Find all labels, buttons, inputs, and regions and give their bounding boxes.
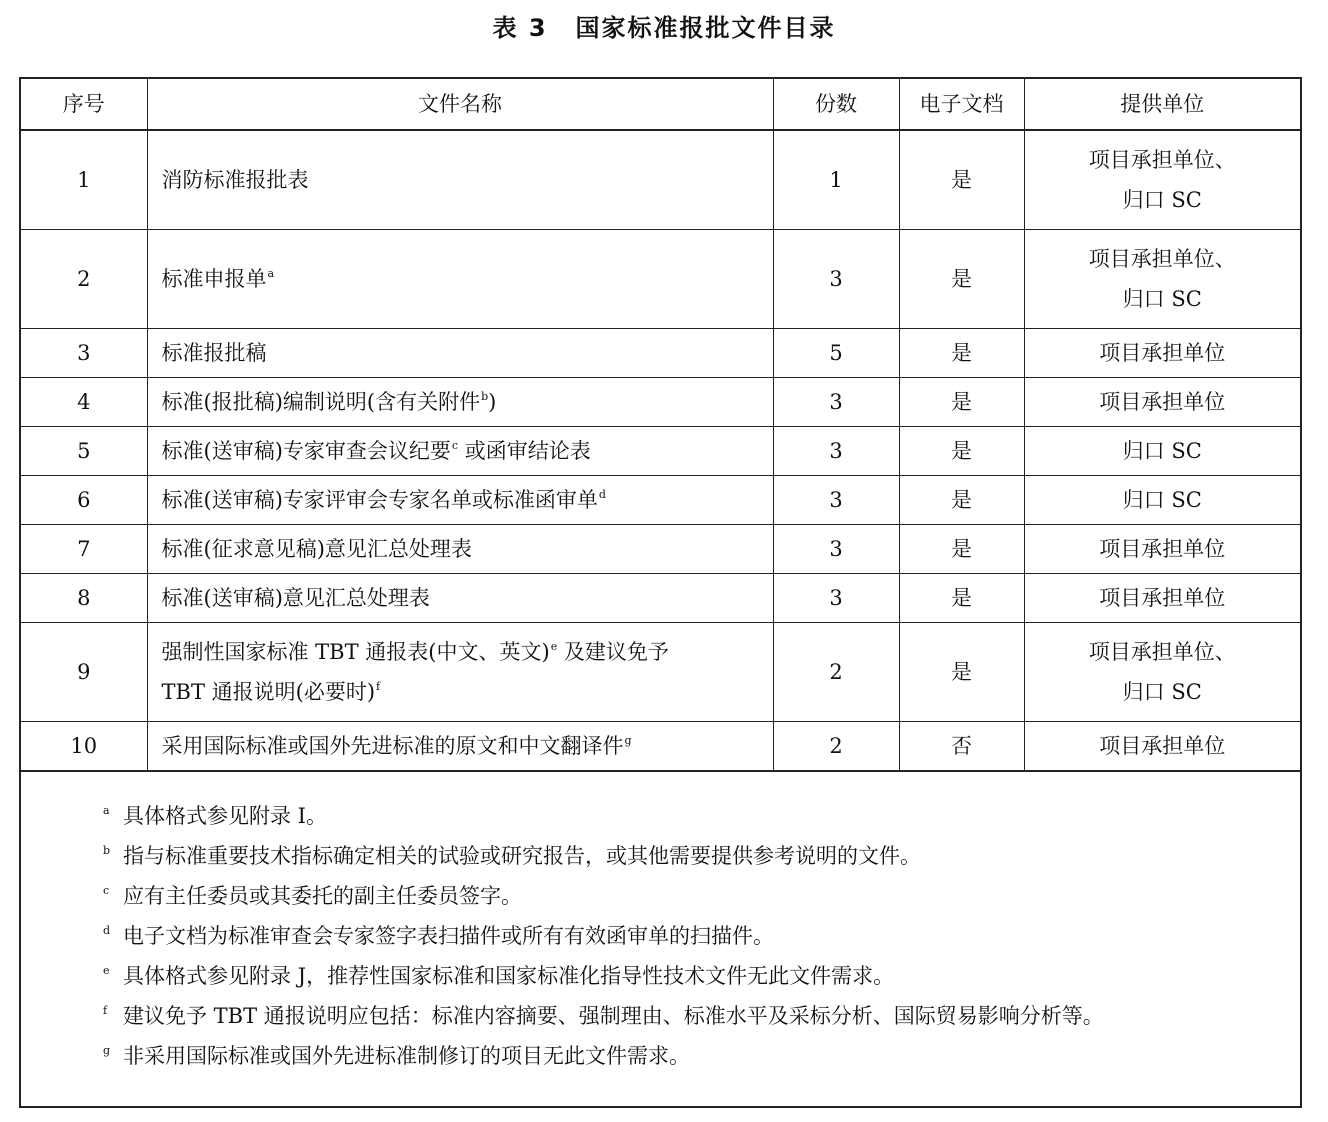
table-row [21,427,1300,476]
file-name-cell [147,378,773,427]
provider-unit-line2: 归口 SC [1122,680,1202,704]
copies-count: 2 [773,722,899,772]
provider-unit-line2: 归口 SC [1122,188,1202,212]
file-name: 标准(征求意见稿)意见汇总处理表 [161,537,472,561]
provider-unit [1024,130,1300,230]
copies-count: 3 [773,378,899,427]
footnote: g 非采用国际标准或国外先进标准制修订的项目无此文件需求。 [103,1044,690,1068]
copies-count: 5 [773,329,899,378]
electronic-doc: 是 [899,130,1024,230]
table-header-row [21,79,1300,130]
row-number: 9 [21,623,147,722]
footnote: e 具体格式参见附录 J，推荐性国家标准和国家标准化指导性技术文件无此文件需求。 [103,964,895,988]
table-row [21,574,1300,623]
footnote: f 建议免予 TBT 通报说明应包括：标准内容摘要、强制理由、标准水平及采标分析、国际贸易影响分析等。 [103,1004,1104,1028]
row-number: 3 [21,329,147,378]
provider-unit-line: 项目承担单位 [1099,734,1226,758]
table-row [21,623,1300,722]
footnote-text: 具体格式参见附录 I。 [123,804,327,828]
electronic-doc: 是 [899,476,1024,525]
table-row [21,722,1300,772]
footnote-text: 指与标准重要技术指标确定相关的试验或研究报告，或其他需要提供参考说明的文件。 [123,844,921,868]
file-name: 标准报批稿 [161,341,267,365]
submission-files-table [21,79,1300,772]
copies-count: 2 [773,623,899,722]
table-title [0,10,1328,46]
footnote-ref: a [267,267,275,280]
row-number: 8 [21,574,147,623]
provider-unit-line: 归口 SC [1122,439,1202,463]
copies-count: 3 [773,427,899,476]
table-row [21,329,1300,378]
header-cell: 序号 [21,79,147,130]
file-name-cell [147,574,773,623]
electronic-doc: 是 [899,525,1024,574]
provider-unit-line: 项目承担单位 [1099,341,1226,365]
provider-unit-line: 项目承担单位 [1099,390,1226,414]
footnote-text: 电子文档为标准审查会专家签字表扫描件或所有有效函审单的扫描件。 [123,924,774,948]
provider-unit [1024,378,1300,427]
provider-unit-line: 项目承担单位、 [1088,640,1236,664]
file-name-cell [147,427,773,476]
copies-count: 3 [773,525,899,574]
footnote-text: 应有主任委员或其委托的副主任委员签字。 [123,884,522,908]
provider-unit-line: 归口 SC [1122,488,1202,512]
provider-unit [1024,476,1300,525]
electronic-doc: 是 [899,378,1024,427]
file-name: 标准(送审稿)专家审查会议纪要 [161,439,451,463]
provider-unit-line2: 归口 SC [1122,287,1202,311]
footnote-text: 具体格式参见附录 J，推荐性国家标准和国家标准化指导性技术文件无此文件需求。 [123,964,895,988]
provider-unit-line: 项目承担单位、 [1088,148,1236,172]
footnote-ref: g [624,734,632,747]
header-cell: 提供单位 [1024,79,1300,130]
electronic-doc: 是 [899,427,1024,476]
file-name-line2: TBT 通报说明(必要时) [161,680,376,704]
file-name-cell [147,623,773,722]
row-number: 10 [21,722,147,772]
table-row [21,378,1300,427]
footnote: b 指与标准重要技术指标确定相关的试验或研究报告，或其他需要提供参考说明的文件。 [103,844,921,868]
copies-count: 3 [773,476,899,525]
file-name: 标准(送审稿)专家评审会专家名单或标准函审单 [161,488,598,512]
copies-count: 3 [773,230,899,329]
footnote-ref: e [550,640,558,653]
provider-unit [1024,623,1300,722]
file-name-tail: 及建议免予 [557,640,669,664]
provider-unit [1024,574,1300,623]
file-name-cell [147,230,773,329]
file-name: 标准(报批稿)编制说明(含有关附件 [161,390,481,414]
table-row [21,130,1300,230]
file-name-cell [147,722,773,772]
provider-unit [1024,329,1300,378]
row-number: 4 [21,378,147,427]
header-cell: 文件名称 [147,79,773,130]
footnotes [21,772,1300,1076]
file-name-cell [147,525,773,574]
file-name: 采用国际标准或国外先进标准的原文和中文翻译件 [161,734,624,758]
file-name-cell [147,476,773,525]
provider-unit-line: 项目承担单位 [1099,537,1226,561]
footnote-ref: d [598,488,606,501]
header-cell: 份数 [773,79,899,130]
electronic-doc: 是 [899,574,1024,623]
file-name: 标准(送审稿)意见汇总处理表 [161,586,430,610]
provider-unit [1024,722,1300,772]
provider-unit [1024,427,1300,476]
file-name-cell [147,130,773,230]
file-name: 强制性国家标准 TBT 通报表(中文、英文) [161,640,550,664]
electronic-doc: 是 [899,329,1024,378]
provider-unit-line: 项目承担单位、 [1088,247,1236,271]
file-name: 标准申报单 [161,267,267,291]
footnote: c 应有主任委员或其委托的副主任委员签字。 [103,884,522,908]
file-name-tail: 或函审结论表 [458,439,591,463]
footnote-ref: c [451,439,459,452]
footnote-ref: f [376,680,381,693]
provider-unit [1024,525,1300,574]
electronic-doc: 是 [899,230,1024,329]
footnote-text: 非采用国际标准或国外先进标准制修订的项目无此文件需求。 [123,1044,690,1068]
copies-count: 1 [773,130,899,230]
footnote: d 电子文档为标准审查会专家签字表扫描件或所有有效函审单的扫描件。 [103,924,774,948]
table-caption: 国家标准报批文件目录 [575,14,836,42]
table-number: 表 3 [492,14,548,42]
table-row [21,230,1300,329]
row-number: 7 [21,525,147,574]
table-row [21,476,1300,525]
row-number: 2 [21,230,147,329]
row-number: 1 [21,130,147,230]
footnote-text: 建议免予 TBT 通报说明应包括：标准内容摘要、强制理由、标准水平及采标分析、国际贸易影响分析等。 [123,1004,1104,1028]
row-number: 6 [21,476,147,525]
file-name-tail: ) [488,390,497,414]
footnote-ref: b [481,390,489,403]
file-name-cell [147,329,773,378]
file-name: 消防标准报批表 [161,168,309,192]
electronic-doc: 否 [899,722,1024,772]
electronic-doc: 是 [899,623,1024,722]
document-table-frame [19,77,1302,1108]
footnote: a 具体格式参见附录 I。 [103,804,327,828]
row-number: 5 [21,427,147,476]
copies-count: 3 [773,574,899,623]
provider-unit [1024,230,1300,329]
header-cell: 电子文档 [899,79,1024,130]
table-row [21,525,1300,574]
provider-unit-line: 项目承担单位 [1099,586,1226,610]
